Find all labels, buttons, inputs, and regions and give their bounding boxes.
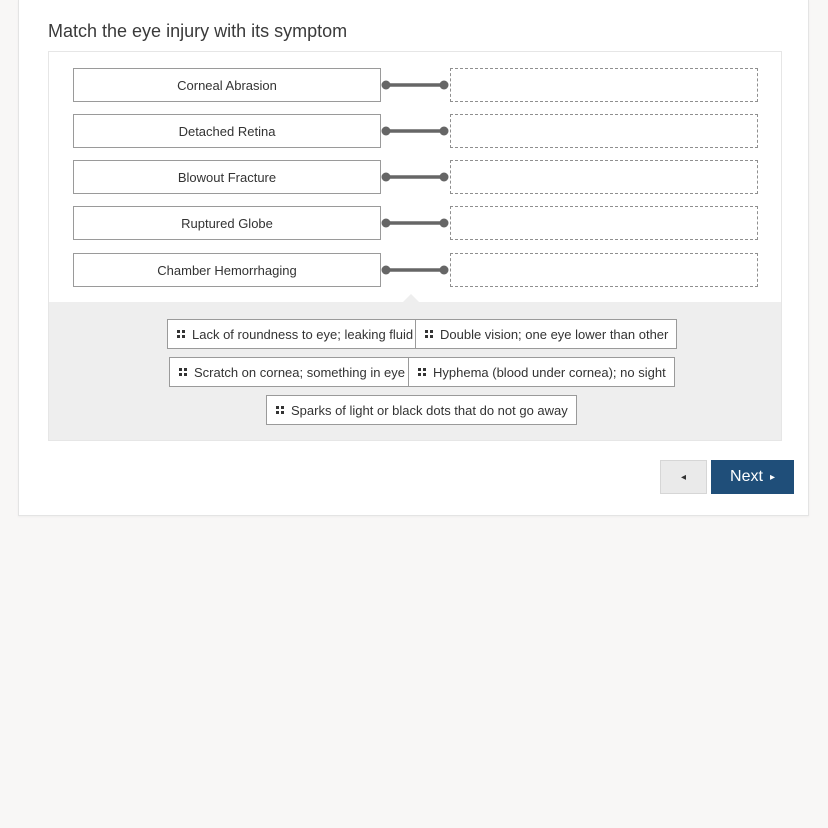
drag-grip-icon [418, 368, 426, 376]
connector-line-icon [381, 114, 451, 148]
drop-target[interactable] [450, 206, 758, 240]
connector-line-icon [381, 253, 451, 287]
answer-chip[interactable] [266, 395, 577, 425]
drop-target[interactable] [450, 160, 758, 194]
drop-target[interactable] [450, 114, 758, 148]
drag-grip-icon [425, 330, 433, 338]
prompt-box: Corneal Abrasion [73, 68, 381, 102]
match-rows [49, 52, 781, 302]
question-card [18, 0, 809, 516]
match-row [73, 253, 759, 287]
prompt-box: Blowout Fracture [73, 160, 381, 194]
triangle-left-icon: ◂ [680, 471, 687, 483]
triangle-right-icon: ▸ [769, 471, 775, 483]
prompt-box: Detached Retina [73, 114, 381, 148]
answer-chip[interactable] [169, 357, 414, 387]
drag-grip-icon [276, 406, 284, 414]
question-title: Match the eye injury with its symptom [48, 21, 348, 41]
next-button[interactable] [711, 460, 794, 494]
connector-line-icon [381, 160, 451, 194]
bank-pointer [403, 294, 419, 302]
answer-chip-label: Scratch on cornea; something in eye [194, 364, 406, 380]
drag-grip-icon [177, 330, 185, 338]
answer-chip[interactable] [167, 319, 422, 349]
answer-bank [49, 302, 781, 440]
drag-grip-icon [179, 368, 187, 376]
connector-line-icon [381, 206, 451, 240]
match-row [73, 160, 759, 194]
previous-button[interactable] [660, 460, 707, 494]
next-button-label: Next [730, 468, 763, 485]
answer-chip-label: Hyphema (blood under cornea); no sight [433, 364, 666, 380]
answer-chip-label: Lack of roundness to eye; leaking fluid [192, 326, 414, 342]
matching-area [48, 51, 782, 441]
drop-target[interactable] [450, 253, 758, 287]
match-row [73, 68, 759, 102]
connector-line-icon [381, 68, 451, 102]
match-row [73, 114, 759, 148]
prompt-box: Ruptured Globe [73, 206, 381, 240]
match-row [73, 206, 759, 240]
prompt-box: Chamber Hemorrhaging [73, 253, 381, 287]
answer-chip-label: Sparks of light or black dots that do not go away [291, 402, 568, 418]
drop-target[interactable] [450, 68, 758, 102]
answer-chip[interactable] [415, 319, 677, 349]
answer-chip-label: Double vision; one eye lower than other [440, 326, 669, 342]
answer-chip[interactable] [408, 357, 675, 387]
